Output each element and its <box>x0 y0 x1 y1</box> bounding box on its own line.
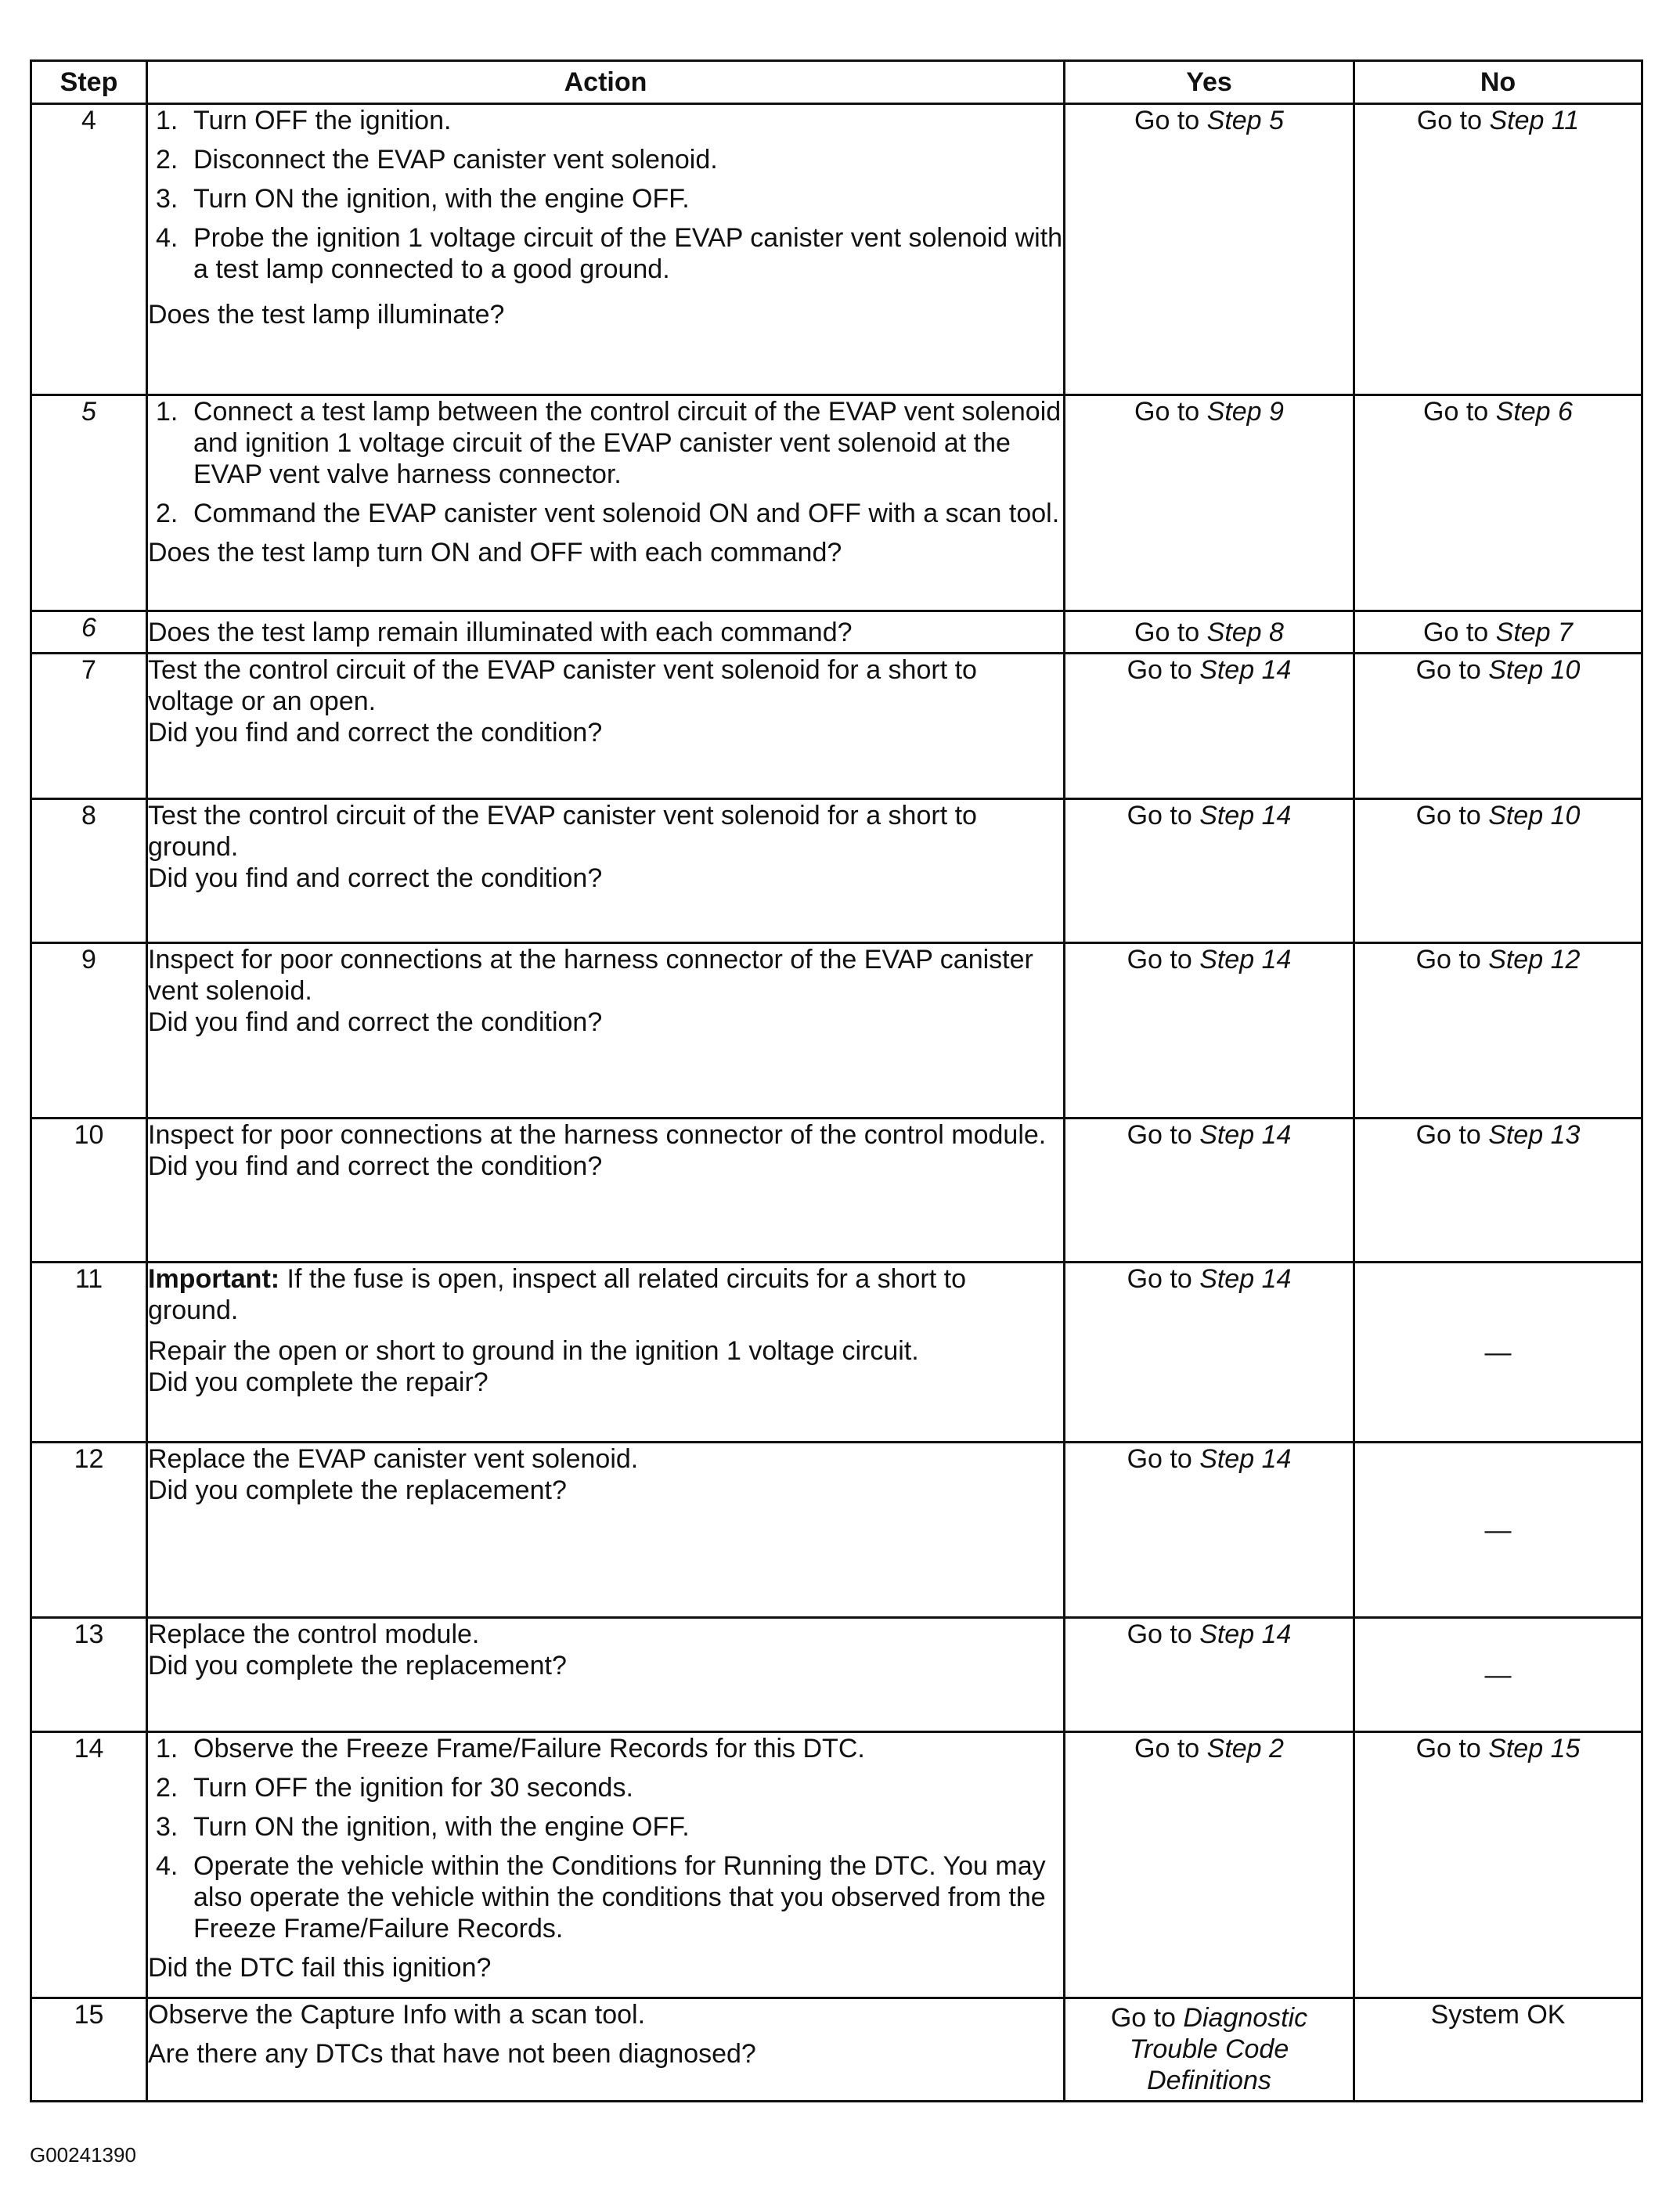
step-link[interactable]: Step 10 <box>1488 655 1581 685</box>
step-number: 5 <box>31 395 147 611</box>
step-link[interactable]: Step 10 <box>1488 801 1581 830</box>
action-list <box>148 1733 1063 1952</box>
step-link[interactable]: Step 9 <box>1206 397 1284 427</box>
no-cell: — <box>1354 1618 1642 1732</box>
question: Did the DTC fail this ignition? <box>148 1953 492 1983</box>
table-row <box>31 1998 1642 2102</box>
question: Are there any DTCs that have not been diagnosed? <box>148 2039 756 2069</box>
action-text: Observe the Capture Info with a scan tool. <box>148 2000 646 2030</box>
diagnostic-table-container <box>30 59 1641 2102</box>
no-cell: Go to Step 12 <box>1354 943 1642 1119</box>
table-row <box>31 1263 1642 1443</box>
step-link[interactable]: Step 14 <box>1199 655 1292 685</box>
no-cell: System OK <box>1354 1998 1642 2102</box>
step-link[interactable]: Diagnostic Trouble Code Definitions <box>1129 2003 1308 2095</box>
step-number: 4 <box>31 104 147 395</box>
list-item: 2. Disconnect the EVAP canister vent solenoid. <box>156 145 718 175</box>
step-link[interactable]: Step 7 <box>1495 617 1573 647</box>
step-number: 9 <box>31 943 147 1119</box>
no-cell: — <box>1354 1263 1642 1443</box>
step-number: 14 <box>31 1732 147 1998</box>
yes-cell: Go to Step 5 <box>1065 104 1354 395</box>
list-item: 1. Turn OFF the ignition. <box>156 106 452 135</box>
action-cell <box>147 1263 1065 1443</box>
action-cell <box>147 799 1065 943</box>
step-link[interactable]: Step 14 <box>1199 1619 1292 1649</box>
header-action: Action <box>147 61 1065 104</box>
table-row <box>31 1732 1642 1998</box>
action-list <box>148 105 1063 293</box>
no-cell: Go to Step 10 <box>1354 799 1642 943</box>
yes-cell: Go to Step 14 <box>1065 799 1354 943</box>
important-note: Important: If the fuse is open, inspect all related circuits for a short to ground. <box>148 1264 966 1325</box>
action-cell <box>147 1119 1065 1263</box>
list-item: 4. Probe the ignition 1 voltage circuit of the EVAP canister vent solenoid with a test lamp connected to a good ground. <box>156 223 1063 284</box>
step-number: 10 <box>31 1119 147 1263</box>
no-cell: — <box>1354 1443 1642 1618</box>
list-item: 2. Turn OFF the ignition for 30 seconds. <box>156 1773 633 1803</box>
question: Does the test lamp illuminate? <box>148 300 505 330</box>
list-item: 3. Turn ON the ignition, with the engine OFF. <box>156 1812 690 1842</box>
yes-cell: Go to Step 14 <box>1065 654 1354 799</box>
header-yes: Yes <box>1065 61 1354 104</box>
question: Did you find and correct the condition? <box>148 1007 603 1037</box>
action-text: Test the control circuit of the EVAP canister vent solenoid for a short to voltage or an open. <box>148 655 977 716</box>
list-item: 1. Connect a test lamp between the control circuit of the EVAP vent solenoid and ignition 1 voltage circuit of the EVAP canister vent solenoid at the EVAP vent valve harness connector. <box>156 397 1062 489</box>
table-row <box>31 104 1642 395</box>
table-row <box>31 799 1642 943</box>
table-row <box>31 654 1642 799</box>
question: Did you find and correct the condition? <box>148 1151 603 1181</box>
list-item: 3. Turn ON the ignition, with the engine OFF. <box>156 184 690 214</box>
important-label: Important: <box>148 1264 280 1294</box>
step-link[interactable]: Step 14 <box>1199 1444 1292 1474</box>
step-link[interactable]: Step 11 <box>1489 106 1580 135</box>
question: Did you find and correct the condition? <box>148 863 603 893</box>
step-link[interactable]: Step 14 <box>1199 1264 1292 1294</box>
question: Does the test lamp turn ON and OFF with each command? <box>148 538 842 567</box>
step-link[interactable]: Step 5 <box>1206 106 1284 135</box>
table-row <box>31 1119 1642 1263</box>
header-row <box>31 61 1642 104</box>
yes-cell: Go to Step 14 <box>1065 1443 1354 1618</box>
action-text: Test the control circuit of the EVAP canister vent solenoid for a short to ground. <box>148 801 977 862</box>
action-cell <box>147 395 1065 611</box>
yes-cell: Go to Diagnostic Trouble Code Definitions <box>1065 1998 1354 2102</box>
no-cell: Go to Step 15 <box>1354 1732 1642 1998</box>
step-link[interactable]: Step 8 <box>1206 617 1284 647</box>
action-cell <box>147 654 1065 799</box>
action-text: Inspect for poor connections at the harness connector of the EVAP canister vent solenoid. <box>148 945 1033 1006</box>
action-text: Replace the EVAP canister vent solenoid. <box>148 1444 639 1474</box>
step-number: 12 <box>31 1443 147 1618</box>
step-link[interactable]: Step 14 <box>1199 945 1292 975</box>
yes-cell: Go to Step 9 <box>1065 395 1354 611</box>
question: Does the test lamp remain illuminated with each command? <box>148 617 853 647</box>
action-text: Repair the open or short to ground in the ignition 1 voltage circuit. <box>148 1336 919 1366</box>
header-no: No <box>1354 61 1642 104</box>
table-row <box>31 611 1642 654</box>
action-cell <box>147 1443 1065 1618</box>
diagnostic-table <box>30 59 1643 2102</box>
action-cell <box>147 104 1065 395</box>
question: Did you find and correct the condition? <box>148 718 603 748</box>
step-link[interactable]: Step 15 <box>1488 1734 1581 1763</box>
table-row <box>31 943 1642 1119</box>
yes-cell: Go to Step 8 <box>1065 611 1354 654</box>
step-link[interactable]: Step 14 <box>1199 1120 1292 1150</box>
question: Did you complete the replacement? <box>148 1475 567 1505</box>
table-row <box>31 1443 1642 1618</box>
step-number: 8 <box>31 799 147 943</box>
step-number: 7 <box>31 654 147 799</box>
step-number: 13 <box>31 1618 147 1732</box>
table-row <box>31 1618 1642 1732</box>
action-cell <box>147 1732 1065 1998</box>
question: Did you complete the replacement? <box>148 1651 567 1681</box>
step-link[interactable]: Step 2 <box>1206 1734 1284 1763</box>
action-cell <box>147 611 1065 654</box>
yes-cell: Go to Step 14 <box>1065 943 1354 1119</box>
step-link[interactable]: Step 13 <box>1488 1120 1581 1150</box>
step-link[interactable]: Step 6 <box>1495 397 1573 427</box>
list-item: 4. Operate the vehicle within the Conditions for Running the DTC. You may also operate the vehicle within the conditions that you observed from the Freeze Frame/Failure Records. <box>156 1851 1046 1944</box>
step-number: 6 <box>31 611 147 654</box>
yes-cell: Go to Step 14 <box>1065 1263 1354 1443</box>
step-link[interactable]: Step 12 <box>1488 945 1581 975</box>
step-link[interactable]: Step 14 <box>1199 801 1292 830</box>
action-list <box>148 396 1063 537</box>
table-row <box>31 395 1642 611</box>
step-number: 15 <box>31 1998 147 2102</box>
yes-cell: Go to Step 2 <box>1065 1732 1354 1998</box>
action-cell <box>147 1998 1065 2102</box>
action-text: Inspect for poor connections at the harness connector of the control module. <box>148 1120 1047 1150</box>
action-cell <box>147 1618 1065 1732</box>
no-cell: Go to Step 11 <box>1354 104 1642 395</box>
action-cell <box>147 943 1065 1119</box>
question: Did you complete the repair? <box>148 1367 488 1397</box>
step-number: 11 <box>31 1263 147 1443</box>
no-cell: Go to Step 13 <box>1354 1119 1642 1263</box>
no-cell: Go to Step 10 <box>1354 654 1642 799</box>
header-step: Step <box>31 61 147 104</box>
yes-cell: Go to Step 14 <box>1065 1119 1354 1263</box>
figure-id: G00241390 <box>30 2143 136 2167</box>
list-item: 1. Observe the Freeze Frame/Failure Records for this DTC. <box>156 1734 865 1763</box>
no-cell: Go to Step 6 <box>1354 395 1642 611</box>
no-cell: Go to Step 7 <box>1354 611 1642 654</box>
list-item: 2. Command the EVAP canister vent solenoid ON and OFF with a scan tool. <box>156 499 1060 528</box>
yes-cell: Go to Step 14 <box>1065 1618 1354 1732</box>
action-text: Replace the control module. <box>148 1619 480 1649</box>
